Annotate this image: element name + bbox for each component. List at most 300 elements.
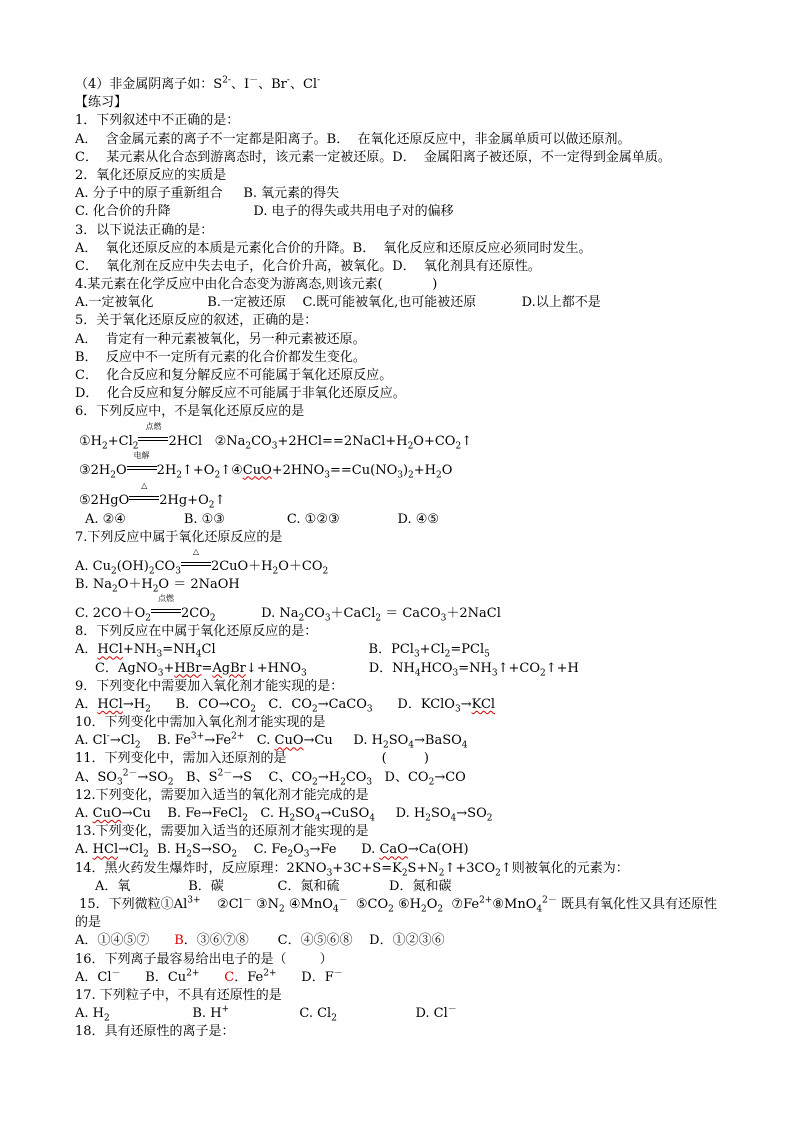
text-run: + [163, 660, 175, 676]
subscript: 2 [132, 441, 139, 452]
text-run: CO [345, 769, 367, 785]
text-run: 1．下列叙述中不正确的是： [75, 113, 240, 129]
subscript: 2 [250, 704, 256, 715]
subscript: 2 [401, 868, 408, 879]
text-line [75, 1005, 745, 1023]
text-run: 12.下列变化，需要加入适当的氧化剂才能完成的是 [75, 787, 369, 803]
double-bar [181, 562, 211, 566]
superscript: － [111, 968, 121, 979]
superscript: 3+ [187, 895, 201, 906]
text-line [75, 385, 745, 403]
text-line [75, 841, 745, 859]
text-line [75, 732, 745, 750]
superscript: - [286, 75, 290, 86]
text-run: 、Cl [289, 77, 318, 92]
text-run: ↑ [461, 433, 473, 449]
text-line [75, 185, 745, 203]
text-run: 、I [230, 77, 250, 92]
superscript: 2－ [217, 768, 233, 779]
subscript: 2 [382, 740, 389, 751]
subscript: 2 [176, 470, 183, 481]
text-run: S→SO [192, 842, 232, 858]
spellcheck-underlined-text: HBr [174, 660, 202, 676]
text-run: ②Cl [200, 896, 243, 912]
text-line [75, 258, 745, 276]
text-line [75, 349, 745, 367]
text-line [75, 312, 745, 330]
subscript: 2 [279, 904, 285, 915]
text-line [75, 750, 745, 768]
superscript: 2+ [186, 968, 200, 979]
spellcheck-underlined-text: CuO [92, 806, 122, 821]
text-run: →S C、CO [232, 769, 313, 785]
text-run: ) [402, 462, 409, 478]
text-run: C. 化合价的升降 D. 电子的得失或共用电子对的偏移 [75, 204, 454, 220]
text-run: ⑧MnO [492, 896, 537, 912]
subscript: 2 [340, 777, 346, 788]
text-line [75, 805, 745, 823]
text-run: →CaCO [317, 696, 367, 712]
text-run: B． 反应中不一定所有元素的化合价都发生变化。 [75, 349, 366, 365]
text-run: C. H [247, 806, 290, 821]
text-run: C．AgNO [95, 660, 158, 676]
text-line [75, 547, 745, 576]
superscript: 2+ [263, 968, 277, 979]
subscript: 3 [413, 649, 420, 660]
text-line [75, 1023, 745, 1041]
text-line [75, 787, 745, 805]
text-run: O＋H [117, 576, 153, 592]
text-run: SO [388, 733, 409, 749]
reaction-condition-equals-sign [138, 421, 168, 445]
text-run: B. Fe [140, 733, 191, 749]
subscript: 2 [145, 704, 151, 715]
superscript: 2+ [479, 895, 493, 906]
text-line [75, 594, 745, 623]
text-run: →SO [456, 806, 487, 821]
subscript: 2 [167, 777, 174, 788]
superscript: - [317, 75, 321, 86]
subscript: 2 [110, 470, 116, 481]
text-line [75, 403, 745, 421]
text-run: 13.下列变化，需要加入适当的还原剂才能实现的是 [75, 824, 369, 840]
text-line [75, 987, 745, 1005]
text-run: A． 肯定有一种元素被氧化，另一种元素被还原。 [75, 331, 366, 347]
superscript: － [249, 75, 259, 86]
text-run: O [441, 462, 453, 478]
subscript: 2 [407, 441, 414, 452]
subscript: 4 [450, 813, 457, 824]
reaction-condition-equals-sign [151, 594, 181, 617]
text-run: A. [75, 842, 93, 858]
text-line [75, 203, 745, 221]
subscript: 2 [209, 613, 216, 624]
text-line [75, 714, 745, 732]
text-run: 、Br [258, 77, 287, 92]
text-run: 的是 [75, 915, 102, 931]
text-run: ↑ [214, 492, 226, 508]
text-line [75, 951, 745, 969]
subscript: 2 [272, 566, 279, 577]
text-run: →Fe D. [309, 842, 380, 858]
text-line [75, 276, 745, 294]
text-run: = [201, 660, 213, 676]
double-bar [129, 496, 159, 500]
text-run: 【练习】 [75, 95, 128, 111]
text-line [75, 367, 745, 385]
text-run: →H [122, 696, 146, 712]
superscript: 2+ [231, 731, 245, 742]
text-run: （4）非金属阴离子如：S [75, 77, 223, 92]
text-run: C． 化合反应和复分解反应不可能属于氧化还原反应。 [75, 368, 393, 383]
spellcheck-underlined-text: HCl [97, 642, 123, 658]
text-line [75, 932, 745, 950]
subscript: 2 [102, 441, 108, 452]
subscript: 2 [289, 813, 296, 824]
text-run: C. 2CO＋O [75, 606, 146, 622]
reaction-condition-equals-sign [127, 450, 157, 474]
subscript: 2 [311, 704, 318, 715]
text-run: A． 氧化还原反应的本质是元素化合价的升降。B． 氧化反应和还原反应必须同时发生。 [75, 240, 592, 256]
subscript: 2 [486, 813, 493, 824]
text-line [75, 914, 745, 932]
text-run: A.一定被氧化 B.一定被还原 C.既可能被氧化,也可能被还原 D.以上都不是 [75, 295, 601, 311]
subscript: 3 [452, 668, 459, 679]
text-run: C． 某元素从化合态到游离态时，该元素一定被还原。D． 金属阳离子被还原，不一定得到金属单质。 [75, 149, 671, 165]
text-run: →Cl [118, 842, 144, 858]
text-run: ↑+3CO [444, 860, 496, 876]
text-line [75, 623, 745, 641]
reaction-condition-label: △ [192, 546, 200, 556]
text-run: 2CuO＋H [210, 558, 273, 574]
subscript: 2 [428, 777, 435, 788]
text-run: D. Cl [336, 1006, 448, 1022]
text-run: →CuSO [320, 806, 370, 821]
spellcheck-underlined-text: CuO [274, 733, 304, 749]
subscript: 3 [324, 470, 331, 481]
text-line [75, 823, 745, 841]
subscript: 2 [455, 441, 462, 452]
subscript: 2 [245, 441, 252, 452]
text-run: 既具有氧化性又具有还原性 [556, 896, 717, 912]
text-line [75, 878, 745, 896]
text-run: ⑥H [393, 896, 422, 912]
text-run: 9．下列变化中需要加入氧化剂才能实现的是： [75, 678, 344, 694]
text-run: SO [295, 806, 315, 821]
subscript: 4 [408, 740, 414, 751]
text-run: HCO [420, 660, 453, 676]
subscript: 2 [540, 668, 546, 679]
superscript: 2－ [542, 895, 557, 906]
text-run: →Cu D. H [303, 733, 383, 749]
text-run: ↑+O [182, 462, 215, 478]
text-run: D. H [374, 806, 426, 821]
subscript: 3 [491, 668, 498, 679]
subscript: 2 [408, 470, 414, 481]
text-run: +H [413, 462, 437, 478]
text-run: D、CO [372, 769, 429, 785]
subscript: 3 [454, 704, 461, 715]
text-run: CO [154, 558, 176, 574]
text-run: B. H [148, 842, 187, 858]
subscript: 2 [110, 566, 117, 577]
text-run: ⑤CO [347, 896, 389, 912]
subscript: 2 [436, 470, 442, 481]
text-run: ③2H [79, 462, 111, 478]
text-line [75, 167, 745, 185]
text-run: ↓+HNO [245, 660, 301, 676]
text-line [75, 660, 745, 678]
text-line [75, 576, 745, 594]
text-line [75, 240, 745, 258]
text-run: 15．下列微粒①Al [75, 896, 188, 912]
subscript: 4 [195, 649, 202, 660]
text-run: ↑+H [545, 660, 579, 676]
text-run: D．KClO [372, 696, 455, 712]
subscript: 2 [331, 1013, 337, 1024]
text-run: +Cl [419, 642, 445, 658]
text-run: 10．下列变化中需加入氧化剂才能实现的是 [75, 715, 326, 731]
text-run: +Cl [107, 433, 133, 449]
text-run: A．Cl [75, 969, 112, 985]
text-run: 2Hg+O [159, 492, 209, 508]
subscript: 4 [536, 904, 543, 915]
text-run: B. Na [75, 576, 112, 592]
text-run: +2HCl==2NaCl+H [277, 433, 408, 449]
text-line [75, 769, 745, 787]
reaction-condition-label: 点燃 [145, 421, 162, 431]
subscript: 3 [326, 868, 333, 879]
superscript: + [221, 1004, 230, 1015]
text-run: O [116, 462, 127, 478]
text-run: A． [75, 642, 98, 658]
subscript: 2 [145, 613, 152, 624]
text-run: → [460, 696, 472, 712]
subscript: 2 [298, 613, 305, 624]
superscript: － [333, 968, 343, 979]
subscript: 3 [271, 441, 278, 452]
text-run: O [293, 842, 304, 858]
text-line [75, 529, 745, 547]
subscript: 2 [104, 1013, 110, 1024]
text-run: B. H [109, 1006, 222, 1022]
text-run: ．Fe [234, 969, 264, 985]
superscript: 2－ [122, 768, 138, 779]
text-run: Cl B．PCl [201, 642, 414, 658]
subscript: 3 [156, 649, 163, 660]
text-run: 2H [156, 462, 177, 478]
subscript: 2 [143, 849, 149, 860]
text-line [75, 76, 745, 94]
text-line [75, 451, 745, 481]
text-run: 2HCl ②Na [168, 433, 246, 449]
subscript: 4 [461, 740, 468, 751]
superscript: － [242, 895, 252, 906]
text-run: C. [244, 733, 275, 749]
text-run: +3C+S=K [332, 860, 402, 876]
text-run: SO [430, 806, 451, 821]
text-run: (OH) [116, 558, 149, 574]
text-run: 3．以下说法正确的是： [75, 222, 214, 238]
text-run: A. 分子中的原子重新组合 B. 氧元素的得失 [75, 186, 340, 202]
text-run: C. Cl [229, 1006, 332, 1022]
subscript: 2 [375, 613, 382, 624]
text-run: →H [317, 769, 341, 785]
text-run: S+N [407, 860, 439, 876]
subscript: 2 [312, 777, 318, 788]
subscript: 2 [186, 849, 192, 860]
spellcheck-underlined-text: AgBr [212, 660, 246, 676]
subscript: 3 [116, 777, 123, 788]
spellcheck-underlined-text: CaO [379, 842, 408, 858]
superscript: － [447, 1004, 457, 1015]
text-line [75, 294, 745, 312]
text-line [75, 222, 745, 240]
text-run: D． 化合反应和复分解反应不可能属于非氧化还原反应。 [75, 386, 406, 402]
text-run: 7.下列反应中属于氧化还原反应的是 [75, 529, 283, 545]
superscript: - [106, 731, 110, 742]
text-run: 5．关于氧化还原反应的叙述，正确的是： [75, 313, 318, 329]
text-run: D．NH [306, 660, 415, 676]
subscript: 2 [388, 904, 394, 915]
double-bar [127, 466, 157, 470]
text-run: =PCl [450, 642, 485, 658]
highlighted-answer-letter: C [224, 969, 235, 985]
text-run: ③N [251, 896, 279, 912]
text-line [75, 331, 745, 349]
subscript: 2 [148, 566, 155, 577]
spellcheck-underlined-text: CuO [242, 462, 272, 478]
text-run: C．CO [256, 696, 312, 712]
subscript: 4 [369, 813, 375, 824]
subscript: 3 [175, 566, 181, 577]
text-run: ＋2NaCl [446, 606, 501, 622]
text-run: →Ca(OH) [407, 842, 469, 858]
subscript: 2 [231, 849, 238, 860]
text-run: A． 含金属元素的离子不一定都是阳离子。B． 在氧化还原反应中，非金属单质可以做还原剂。 [75, 131, 631, 147]
text-run: ＋CaCl [330, 606, 376, 622]
superscript: 3+ [190, 731, 205, 742]
text-run: O+CO [413, 433, 456, 449]
text-run: C. Fe [237, 842, 288, 858]
text-line [75, 481, 745, 511]
spellcheck-underlined-text: HCl [97, 696, 123, 712]
text-run: ．③⑥⑦⑧ C．④⑤⑥⑧ D．①②③⑥ [183, 933, 445, 949]
subscript: 2 [242, 813, 248, 824]
text-run: ＝ CaCO [381, 606, 441, 622]
text-run: →Fe [204, 733, 232, 749]
subscript: 2 [287, 849, 294, 860]
highlighted-answer-letter: B [174, 933, 184, 949]
text-run: B．CO→CO [150, 696, 251, 712]
text-line [75, 94, 745, 112]
text-line [75, 969, 745, 987]
subscript: 2 [322, 566, 329, 577]
subscript: 2 [111, 584, 118, 595]
text-run: D. Na [215, 606, 299, 622]
double-bar [151, 609, 181, 613]
text-run: ⑤2HgO [79, 492, 130, 508]
text-run: CO [304, 606, 325, 622]
text-run: ↑则被氧化的元素为： [500, 860, 629, 876]
subscript: 2 [421, 904, 427, 915]
subscript: 3 [301, 668, 307, 679]
text-run: =NH [458, 660, 492, 676]
text-line [75, 641, 745, 659]
subscript: 2 [444, 649, 451, 660]
spellcheck-underlined-text: KCl [471, 696, 496, 712]
subscript: 4 [414, 668, 421, 679]
text-run: ⑦Fe [443, 896, 480, 912]
text-run: ==Cu(NO [330, 462, 398, 478]
text-run: →CO [434, 769, 466, 785]
subscript: 3 [366, 704, 373, 715]
subscript: 4 [314, 813, 321, 824]
text-line [75, 112, 745, 130]
text-run: A. Cu [75, 558, 111, 574]
subscript: 3 [397, 470, 403, 481]
text-run: →SO [137, 769, 168, 785]
text-run: ①H [79, 433, 102, 449]
subscript: 2 [437, 904, 444, 915]
text-run: A、SO [75, 769, 117, 785]
subscript: 5 [484, 649, 490, 660]
text-run: 4.某元素在化学反应中由化合态变为游离态,则该元素( ) [75, 277, 438, 293]
text-run: 8．下列反应在中属于氧化还原反应的是： [75, 624, 318, 640]
text-run: A. Cl [75, 733, 107, 749]
text-run: 18．具有还原性的离子是： [75, 1024, 235, 1040]
subscript: 2 [152, 584, 159, 595]
superscript: － [338, 895, 348, 906]
subscript: 2 [214, 470, 221, 481]
text-run: A. H [75, 1006, 104, 1022]
reaction-condition-label: 电解 [133, 450, 150, 460]
superscript: 2- [222, 75, 231, 86]
subscript: 4 [332, 904, 339, 915]
text-run: 2CO [181, 606, 210, 622]
text-run: →Cl [109, 733, 135, 749]
text-line [75, 131, 745, 149]
text-run: 14．黑火药发生爆炸时，反应原理：2KNO [75, 860, 327, 876]
text-run: A．①④⑤⑦ [75, 933, 175, 949]
text-run: 17. 下列粒子中，不具有还原性的是 [75, 987, 282, 1003]
text-run: C． 氧化剂在反应中失去电子，化合价升高，被氧化。D． 氧化剂具有还原性。 [75, 258, 541, 274]
text-run: B．Cu [120, 969, 187, 985]
text-run: A． [75, 696, 98, 712]
text-run: →BaSO [414, 733, 462, 749]
text-line [75, 422, 745, 451]
text-run: D．F [276, 969, 334, 985]
text-run: ↑④ [220, 462, 243, 478]
text-line [75, 511, 745, 529]
text-line [75, 860, 745, 878]
reaction-condition-equals-sign [129, 480, 159, 504]
text-run: A. [75, 806, 93, 821]
text-run: +NH [122, 642, 157, 658]
subscript: 2 [495, 868, 501, 879]
text-run: CO [251, 433, 272, 449]
subscript: 3 [324, 613, 331, 624]
double-bar [138, 437, 168, 441]
reaction-condition-label: 点燃 [158, 594, 175, 604]
text-run: ④MnO [284, 896, 333, 912]
text-run: 2．氧化还原反应的实质是 [75, 167, 227, 183]
subscript: 2 [425, 813, 431, 824]
subscript: 3 [366, 777, 373, 788]
text-line [75, 696, 745, 714]
subscript: 2 [208, 500, 215, 511]
text-run: O [426, 896, 438, 912]
